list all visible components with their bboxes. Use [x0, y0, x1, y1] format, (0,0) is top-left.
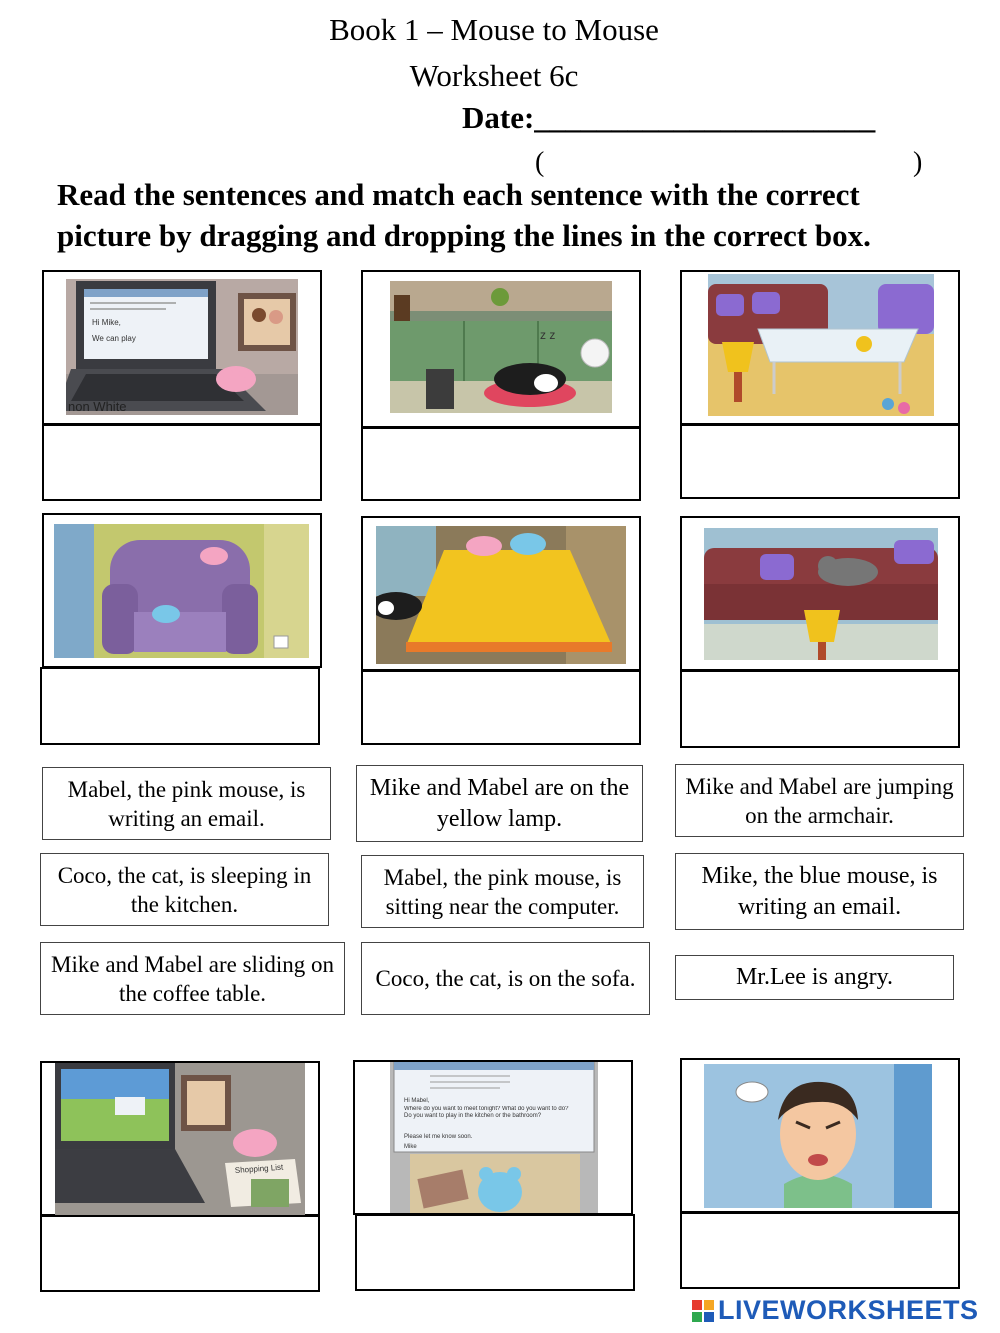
sentence-box-4[interactable] — [40, 853, 329, 926]
email-text-1: Hi Mike, — [92, 318, 121, 327]
sentence-box-1[interactable] — [42, 767, 331, 840]
coffee-table-picture — [708, 274, 934, 416]
sentence-text-2: Mike and Mabel are on the yellow lamp. — [369, 774, 630, 832]
picture-frame-5 — [361, 516, 641, 671]
email-screen-line-3: Please let me know soon. — [404, 1134, 473, 1140]
email-screen-line-1: Hi Mabel, — [404, 1098, 430, 1104]
laptop-email-picture — [66, 279, 298, 415]
angry-man-picture — [704, 1064, 932, 1208]
drop-box-8[interactable] — [355, 1214, 635, 1291]
blue-mouse-email-picture — [390, 1062, 598, 1213]
caption-fragment: non White — [68, 399, 127, 414]
drop-box-3[interactable] — [680, 424, 960, 499]
picture-frame-9 — [680, 1058, 960, 1213]
sentence-box-7[interactable] — [40, 942, 345, 1015]
name-paren-open: ( — [535, 147, 545, 178]
mouse-computer-picture — [55, 1063, 305, 1215]
sentence-text-5: Mabel, the pink mouse, is sitting near the computer. — [383, 864, 622, 919]
svg-text:z z: z z — [540, 328, 556, 342]
date-label: Date:______________________ — [462, 100, 876, 135]
picture-frame-2 — [361, 270, 641, 428]
cat-kitchen-picture — [390, 281, 612, 413]
liveworksheets-logo-icon — [692, 1300, 714, 1322]
email-screen-line-4: Mike — [404, 1144, 417, 1150]
cat-sofa-picture — [704, 528, 938, 660]
email-text-2: We can play — [92, 334, 136, 343]
yellow-lamp-picture — [376, 526, 626, 664]
drop-box-5[interactable] — [361, 670, 641, 745]
picture-frame-3 — [680, 270, 960, 425]
drop-box-4[interactable] — [40, 667, 320, 745]
sentence-text-8: Coco, the cat, is on the sofa. — [375, 966, 636, 991]
sentence-box-5[interactable] — [361, 855, 644, 928]
book-title: Book 1 – Mouse to Mouse — [329, 12, 659, 47]
worksheet-title: Worksheet 6c — [409, 58, 579, 93]
sentence-text-4: Coco, the cat, is sleeping in the kitchen. — [57, 862, 312, 917]
armchair-picture — [54, 524, 309, 658]
sentence-text-6: Mike, the blue mouse, is writing an email. — [701, 862, 938, 920]
liveworksheets-logo — [692, 1295, 979, 1326]
picture-frame-1 — [42, 270, 322, 425]
shopping-list-label: Shopping List — [234, 1162, 284, 1175]
drop-box-7[interactable] — [40, 1215, 320, 1292]
sentence-box-8[interactable] — [361, 942, 650, 1015]
sentence-box-3[interactable] — [675, 764, 964, 837]
sentence-box-2[interactable] — [356, 765, 643, 842]
drop-box-9[interactable] — [680, 1212, 960, 1289]
sentence-text-7: Mike and Mabel are sliding on the coffee table. — [51, 951, 334, 1006]
sentence-text-9: Mr.Lee is angry. — [735, 964, 894, 990]
sentence-text-1: Mabel, the pink mouse, is writing an email. — [67, 776, 306, 831]
email-screen-line-2: Where do you want to meet tonight? What do you want to do? Do you want to play in the kitchen or the bathroom? — [404, 1106, 569, 1119]
picture-frame-8 — [353, 1060, 633, 1215]
liveworksheets-logo-text: LIVEWORKSHEETS — [718, 1295, 979, 1325]
instructions: Read the sentences and match each sentence with the correct picture by dragging and dropping the lines in the correct box. — [57, 177, 871, 253]
sentence-text-3: Mike and Mabel are jumping on the armchair. — [685, 773, 954, 828]
drop-box-2[interactable] — [361, 427, 641, 501]
name-paren-close: ) — [913, 147, 923, 178]
sentence-box-9[interactable] — [675, 955, 954, 1000]
drop-box-1[interactable] — [42, 424, 322, 501]
picture-frame-4 — [42, 513, 322, 668]
sentence-box-6[interactable] — [675, 853, 964, 930]
drop-box-6[interactable] — [680, 670, 960, 748]
picture-frame-7 — [40, 1061, 320, 1216]
picture-frame-6 — [680, 516, 960, 671]
